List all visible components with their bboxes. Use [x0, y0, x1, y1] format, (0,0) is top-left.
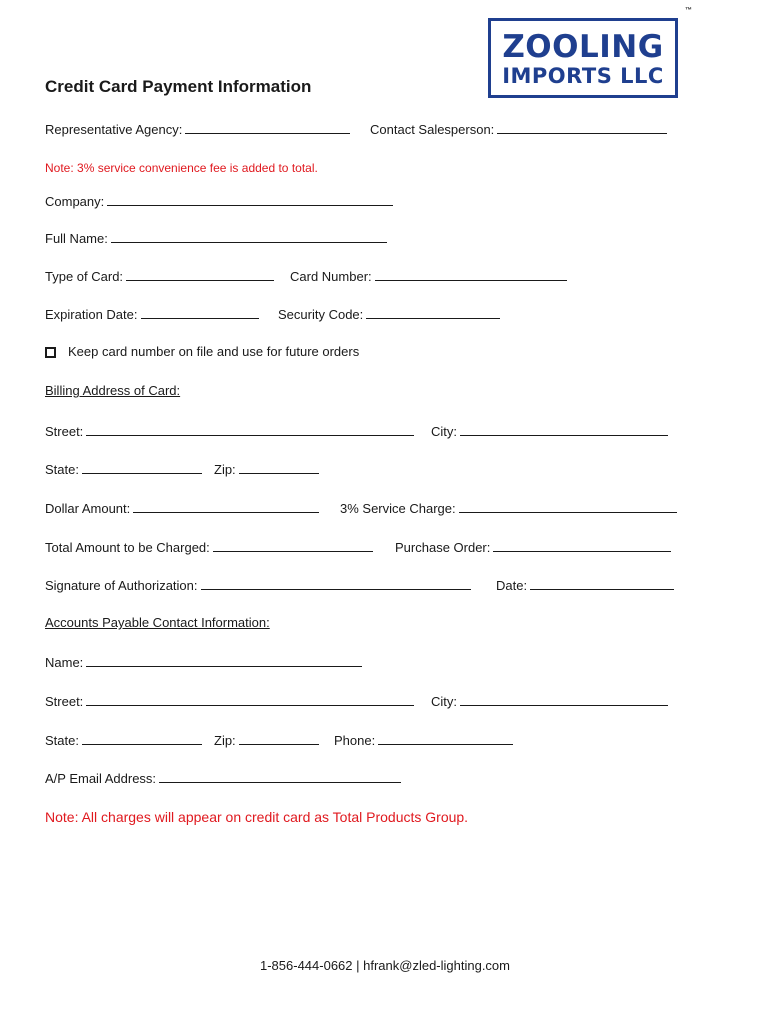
row-company	[45, 192, 393, 211]
contact-salesperson-input[interactable]	[497, 120, 667, 134]
card-number-input[interactable]	[375, 267, 567, 281]
type-of-card-field	[45, 267, 274, 286]
billing-zip-input[interactable]	[239, 460, 319, 474]
ap-name-input[interactable]	[86, 653, 362, 667]
security-code-field	[278, 305, 500, 324]
ap-city-field	[431, 692, 668, 711]
keep-on-file-checkbox[interactable]	[45, 347, 56, 358]
total-amount-label: Total Amount to be Charged:	[45, 540, 210, 555]
signature-label: Signature of Authorization:	[45, 578, 198, 593]
row-full-name	[45, 229, 387, 248]
phone-label: Phone:	[334, 733, 376, 748]
total-amount-field	[45, 538, 373, 557]
ap-city-input[interactable]	[460, 692, 668, 706]
service-charge-input[interactable]	[459, 499, 677, 513]
date-input[interactable]	[530, 576, 674, 590]
billing-zip-field	[214, 460, 319, 479]
billing-city-field	[431, 422, 668, 441]
billing-street-input[interactable]	[86, 422, 414, 436]
ap-zip-input[interactable]	[239, 731, 319, 745]
charges-note: Note: All charges will appear on credit card as Total Products Group.	[45, 809, 469, 825]
fee-note: Note: 3% service convenience fee is added to total.	[45, 161, 318, 175]
phone-field	[334, 731, 513, 750]
company-label: Company:	[45, 194, 105, 209]
expiration-date-field	[45, 305, 259, 324]
row-ap-name	[45, 653, 362, 672]
contact-salesperson-label: Contact Salesperson:	[370, 122, 495, 137]
signature-input[interactable]	[201, 576, 471, 590]
row-keep-on-file	[45, 343, 359, 361]
purchase-order-label: Purchase Order:	[395, 540, 491, 555]
billing-state-field	[45, 460, 202, 479]
logo-line1: ZOOLING	[502, 29, 664, 65]
ap-state-label: State:	[45, 733, 79, 748]
ap-street-input[interactable]	[86, 692, 414, 706]
page-title: Credit Card Payment Information	[45, 77, 312, 96]
ap-email-input[interactable]	[159, 769, 401, 783]
ap-city-label: City:	[431, 694, 457, 709]
card-number-label: Card Number:	[290, 269, 372, 284]
security-code-input[interactable]	[366, 305, 500, 319]
ap-state-input[interactable]	[82, 731, 202, 745]
row-ap-email	[45, 769, 401, 788]
phone-input[interactable]	[378, 731, 513, 745]
date-label: Date:	[496, 578, 528, 593]
purchase-order-input[interactable]	[493, 538, 671, 552]
billing-zip-label: Zip:	[214, 462, 236, 477]
keep-on-file-label: Keep card number on file and use for future orders	[68, 344, 360, 359]
type-of-card-input[interactable]	[126, 267, 274, 281]
full-name-label: Full Name:	[45, 231, 108, 246]
service-charge-label: 3% Service Charge:	[340, 501, 456, 516]
rep-agency-label: Representative Agency:	[45, 122, 183, 137]
logo-line2: IMPORTS LLC	[502, 64, 664, 88]
expiration-date-input[interactable]	[141, 305, 259, 319]
contact-salesperson-field	[370, 120, 667, 139]
ap-street-field	[45, 692, 414, 711]
ap-zip-field	[214, 731, 319, 750]
company-input[interactable]	[107, 192, 393, 206]
billing-city-input[interactable]	[460, 422, 668, 436]
ap-street-label: Street:	[45, 694, 84, 709]
purchase-order-field	[395, 538, 671, 557]
signature-field	[45, 576, 471, 595]
security-code-label: Security Code:	[278, 307, 364, 322]
dollar-amount-input[interactable]	[133, 499, 319, 513]
logo-box	[488, 18, 678, 98]
billing-address-heading: Billing Address of Card:	[45, 383, 181, 398]
rep-agency-field	[45, 120, 350, 139]
billing-state-input[interactable]	[82, 460, 202, 474]
dollar-amount-field	[45, 499, 319, 518]
billing-state-label: State:	[45, 462, 79, 477]
full-name-input[interactable]	[111, 229, 387, 243]
ap-state-field	[45, 731, 202, 750]
dollar-amount-label: Dollar Amount:	[45, 501, 131, 516]
trademark-mark: ™	[685, 7, 692, 14]
ap-zip-label: Zip:	[214, 733, 236, 748]
footer-contact: 1-856-444-0662 | hfrank@zled-lighting.com	[260, 958, 510, 973]
total-amount-input[interactable]	[213, 538, 373, 552]
service-charge-field	[340, 499, 677, 518]
date-field	[496, 576, 674, 595]
billing-city-label: City:	[431, 424, 457, 439]
ap-name-label: Name:	[45, 655, 84, 670]
ap-email-label: A/P Email Address:	[45, 771, 157, 786]
billing-street-label: Street:	[45, 424, 84, 439]
billing-street-field	[45, 422, 414, 441]
expiration-date-label: Expiration Date:	[45, 307, 138, 322]
ap-contact-heading: Accounts Payable Contact Information:	[45, 615, 270, 630]
rep-agency-input[interactable]	[185, 120, 350, 134]
type-of-card-label: Type of Card:	[45, 269, 124, 284]
card-number-field	[290, 267, 567, 286]
